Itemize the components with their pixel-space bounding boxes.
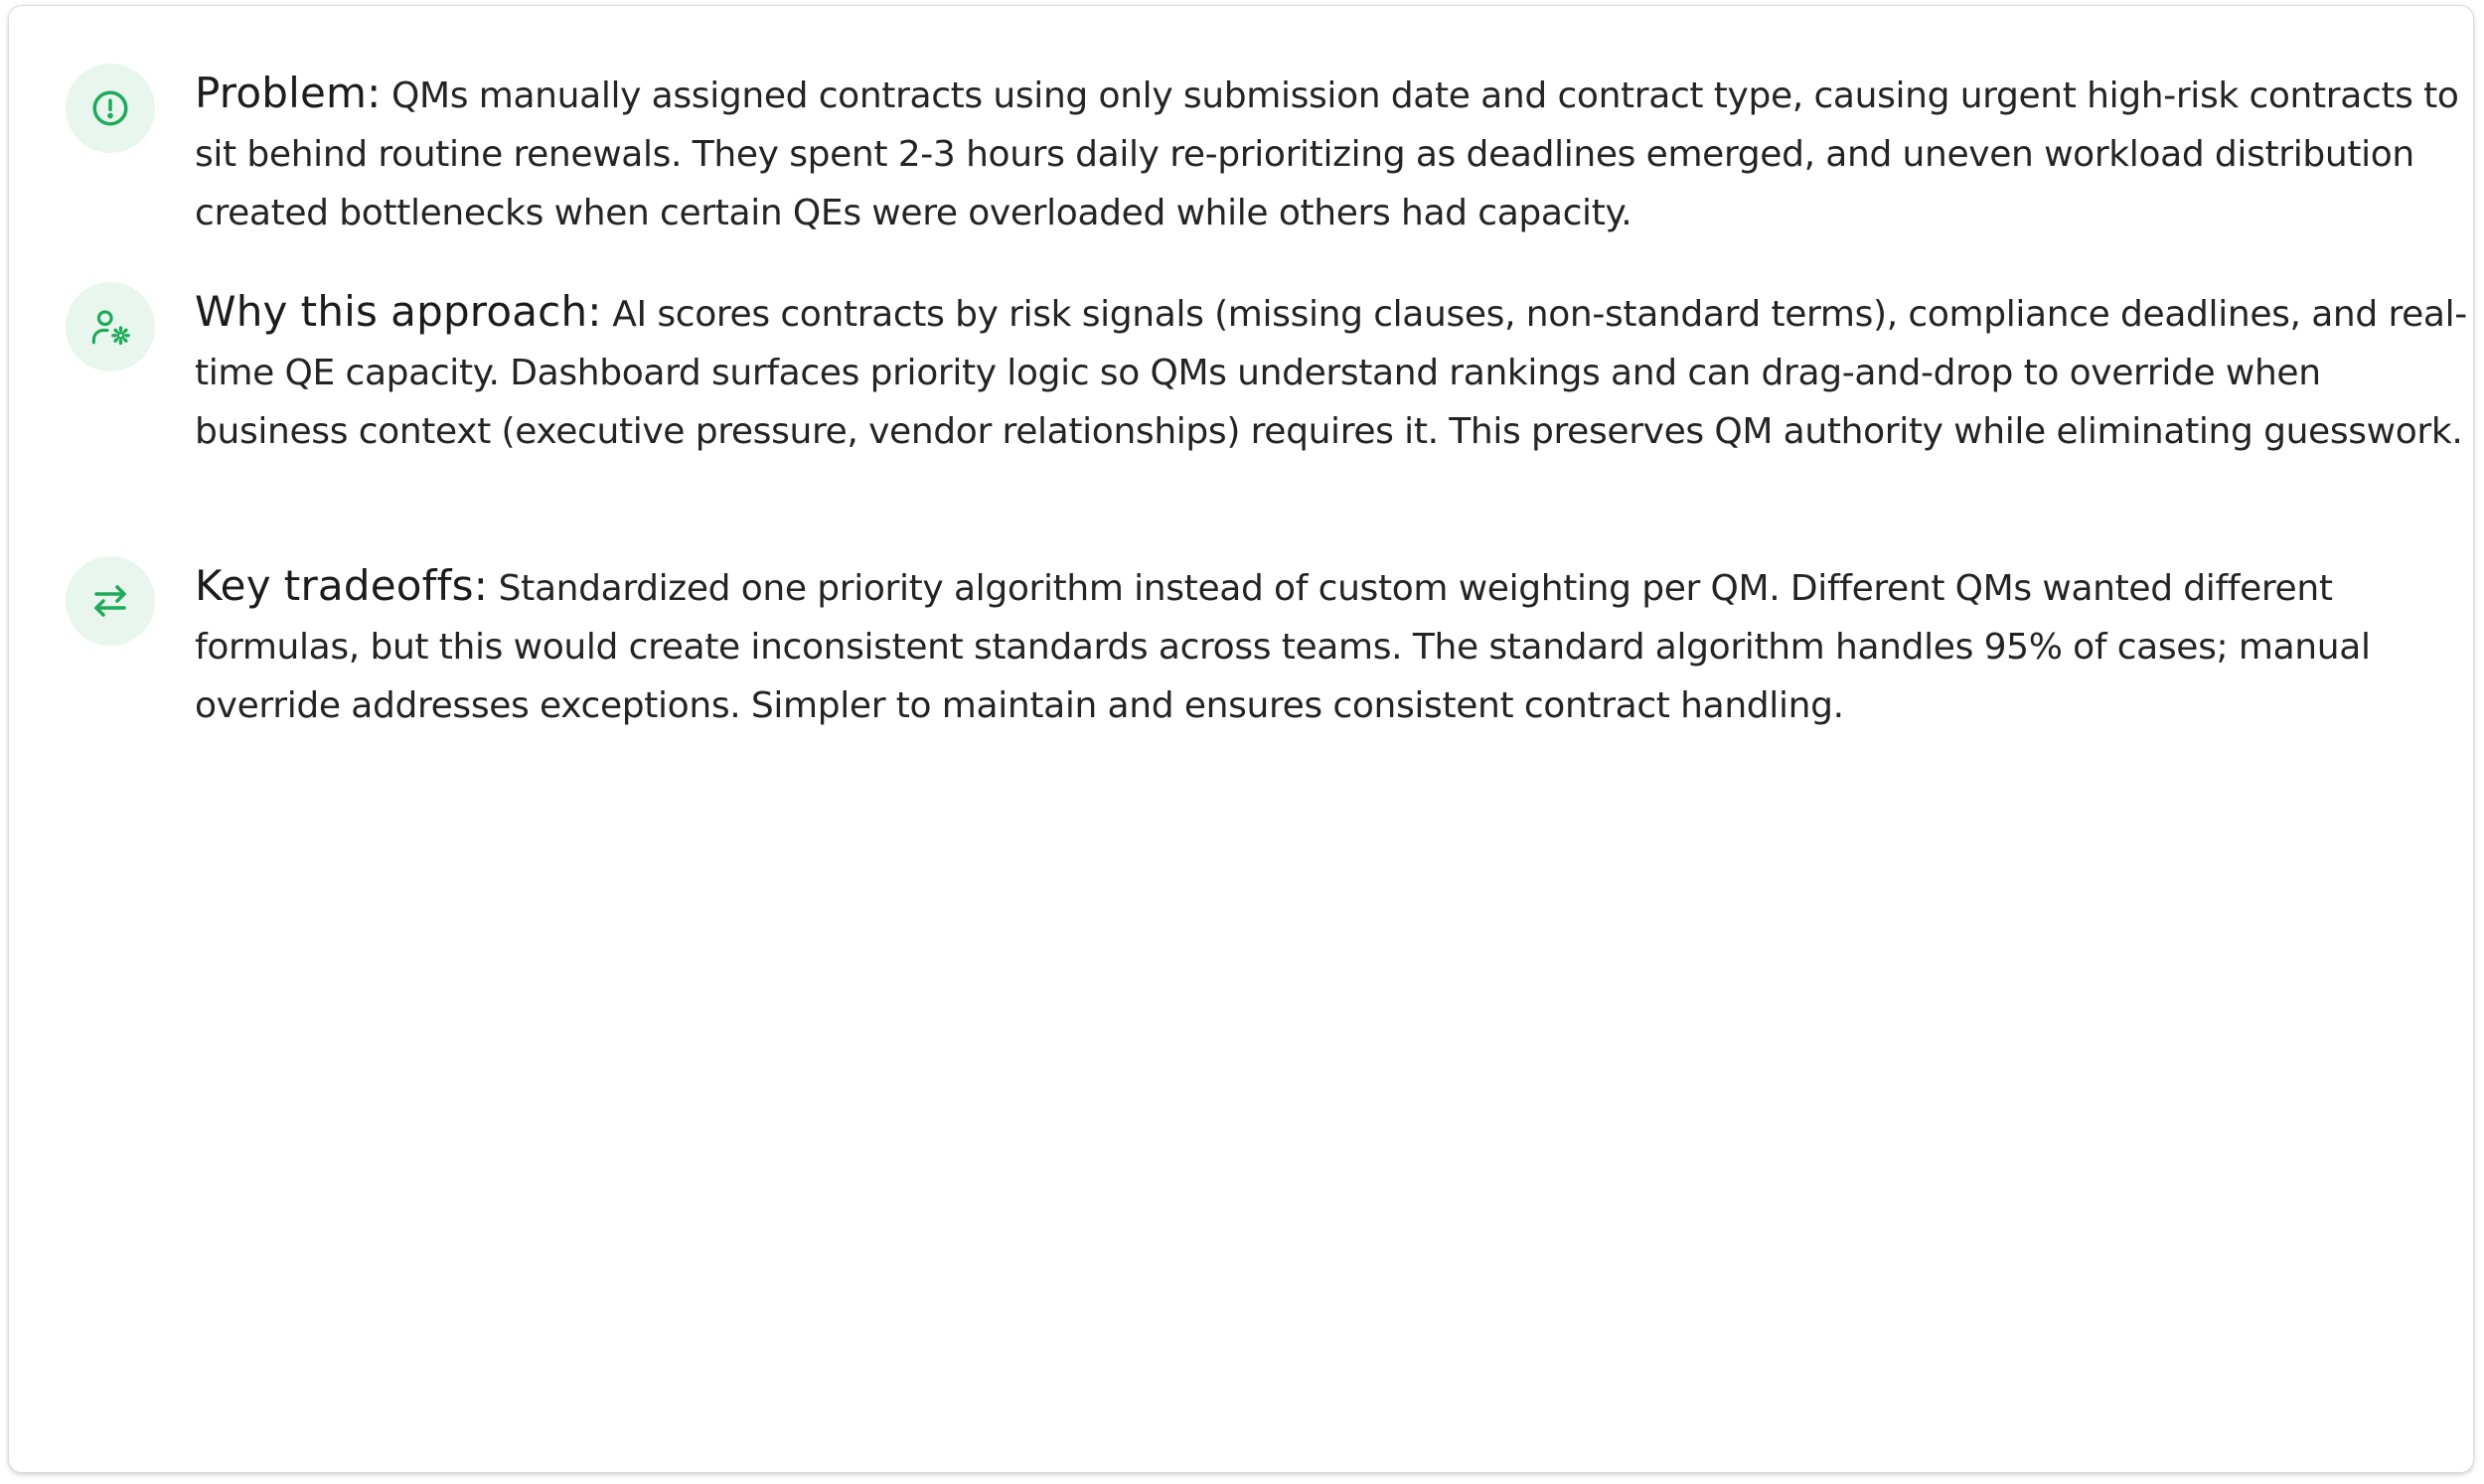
- section-body: QMs manually assigned contracts using only submission date and contract type, causing urgent high-risk contracts to sit behind routine renewals. They spent 2-3 hours daily re-prioritizing as deadlines emerged, and uneven workload distribution created bottlenecks when certain QEs were overloaded while others had capacity.: [195, 75, 2459, 233]
- section-heading: Problem:: [195, 69, 382, 117]
- section-text: [195, 556, 2480, 735]
- section-heading: Key tradeoffs:: [195, 561, 489, 610]
- arrows-swap-icon: [66, 556, 155, 646]
- section-body: Standardized one priority algorithm instead of custom weighting per QM. Different QMs wanted different formulas, but this would create inconsistent standards across teams. The standard algorithm handles 95% of cases; manual override addresses exceptions. Simpler to maintain and ensures consistent contract handling.: [195, 568, 2371, 726]
- section-text: [195, 282, 2480, 461]
- section-body: AI scores contracts by risk signals (missing clauses, non-standard terms), compliance deadlines, and real-time QE capacity. Dashboard surfaces priority logic so QMs understand rankings and can drag-and-drop to override when business context (executive pressure, vendor relationships) requires it. This preserves QM authority while eliminating guesswork.: [195, 294, 2467, 452]
- user-gear-icon: [66, 282, 155, 371]
- section-heading: Why this approach:: [195, 287, 602, 336]
- content-card: [8, 5, 2474, 1473]
- alert-circle-icon: [66, 64, 155, 153]
- section-text: [195, 64, 2480, 242]
